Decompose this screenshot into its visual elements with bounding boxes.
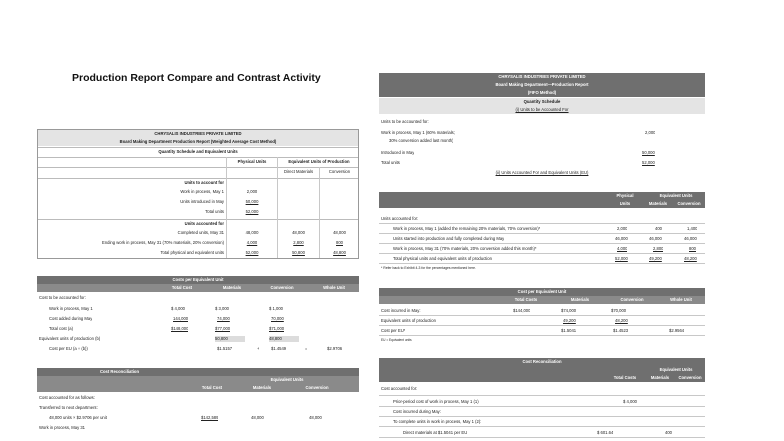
right-row-label: Introduced in May [381, 150, 415, 156]
left-cost-conv: $71,000 [269, 326, 285, 332]
left-row-label: Total physical and equivalent units [160, 250, 224, 256]
left-row-dm: 48,000 [292, 230, 305, 236]
right-cost-label: Cost per EU* [381, 328, 406, 334]
left-cost-col: Conversion [270, 285, 294, 291]
plus-sign: + [257, 346, 260, 352]
right-row-conv: 800 [689, 246, 696, 252]
right-cost-conv: 48,200 [615, 318, 628, 324]
left-cost-label: Equivalent units of production (b) [39, 336, 101, 342]
right-cost-col: Total Costs [514, 297, 538, 303]
left-recon-col: Conversion [305, 385, 329, 391]
right-company: CHRYSALIS INDUSTRIES PRIVATE LIMITED [498, 74, 586, 80]
left-row-phys: 52,000 [245, 250, 259, 256]
right-units-to-account: Units to be accounted for: [381, 119, 429, 125]
right-row-label: Work in process, May 31 (70% materials, 20% conversion added this month)* [393, 246, 537, 252]
right-section-sub: (i) Units to be Accounted For [515, 107, 569, 113]
right-eu-note: EU = Equivalent units [381, 338, 412, 342]
left-section: Quantity Schedule and Equivalent Units [158, 148, 238, 154]
right-row-conv: 46,000 [684, 236, 697, 242]
left-recon-conv: 48,000 [309, 415, 322, 421]
right-section: Quantity Schedule [523, 99, 561, 105]
right-col-mat: Materials [648, 201, 668, 207]
right-recon-col: Total Costs [613, 375, 637, 381]
right-recon-label: To complete units in work in process, May 1 (2): [393, 419, 482, 425]
left-col-dm: Direct Materials [283, 168, 314, 174]
right-row-value: 52,000 [642, 160, 655, 166]
right-row-label: Work in process, May 1 (added the remaining 20% materials, 70% conversion)* [393, 226, 541, 232]
left-units-to-account: Units to account for [184, 179, 224, 185]
right-col-equiv: Equivalent Units [659, 193, 693, 199]
left-cost-total: 144,000 [173, 316, 189, 322]
right-units-accounted [379, 192, 705, 274]
left-recon-header: Cost Reconciliation [99, 369, 140, 375]
right-col-physical: Physical [616, 193, 634, 199]
left-cost-mat: 74,000 [217, 316, 230, 322]
right-cost-col: Materials [570, 297, 590, 303]
right-cost-conv: $1.4523 [613, 328, 629, 334]
left-units-accounted: Units accounted for [184, 220, 224, 226]
left-cost-conv: $1.4549 [271, 346, 287, 352]
right-row-label: Work in process, May 1 (60% materials; [381, 130, 455, 136]
left-cost-mat: $1.5157 [217, 346, 233, 352]
right-row-label: 30% conversion added last month) [389, 138, 454, 144]
left-cost-col: Whole Unit [323, 285, 345, 291]
right-cost-reconciliation [379, 358, 705, 441]
right-cost-mat: $74,000 [561, 308, 577, 314]
left-recon-label: Cost accounted for as follows: [39, 395, 95, 401]
left-quantity-schedule [37, 129, 359, 259]
right-col-conv: Conversion [677, 201, 701, 207]
right-recon-total: $ 4,000 [623, 399, 637, 405]
left-row-conv: 800 [336, 240, 343, 246]
right-row-conv: 48,200 [684, 256, 697, 262]
left-col-conv: Conversion [328, 168, 351, 174]
right-row-mat: 2,800 [653, 246, 664, 252]
right-cost-col: Whole Unit [670, 297, 692, 303]
right-row-phys: 4,000 [617, 246, 628, 252]
left-cost-total: $ 4,000 [171, 306, 185, 312]
right-recon-header: Cost Reconciliation [522, 359, 562, 365]
right-row-label: Total units [381, 160, 400, 166]
left-cost-label: Cost added during May [49, 316, 93, 322]
left-row-conv: 48,800 [333, 250, 346, 256]
left-row-phys: 2,000 [246, 189, 258, 195]
right-row-phys: 52,000 [615, 256, 628, 262]
right-cost-label: Cost incurred in May: [381, 308, 421, 314]
right-units-accounted-label: Units accounted for: [381, 216, 419, 222]
left-recon-total: $142,589 [201, 415, 219, 421]
left-cost-header: Costs per Equivalent Unit [172, 277, 224, 283]
left-cost-total: $148,000 [171, 326, 189, 332]
left-cost-label: Cost per EU (a ÷ (b)) [49, 346, 88, 352]
left-cost-conv: 70,000 [271, 316, 284, 322]
left-costs-per-eu [37, 276, 359, 356]
left-recon-col: Materials [252, 385, 272, 391]
right-recon-label: Prior-period cost of work in process, May 1 (1) [393, 399, 479, 405]
left-col-equiv: Equivalent Units of Production [288, 158, 350, 164]
right-row-conv: 1,400 [687, 226, 698, 232]
right-recon-mat: 400 [665, 430, 672, 436]
right-row-phys: 46,000 [615, 236, 628, 242]
left-cost-conv: $ 1,000 [269, 306, 283, 312]
left-cost-label: Total cost (a) [49, 326, 73, 332]
right-recon-col: Materials [650, 375, 670, 381]
left-row-label: Ending work in process, May 31 (70% materials, 20% conversion) [102, 240, 224, 246]
left-cost-conv: 48,800 [269, 336, 299, 341]
left-company: CHRYSALIS INDUSTRIES PRIVATE LIMITED [154, 131, 242, 137]
left-recon-label: Work in process, May 31 [39, 425, 86, 431]
right-cost-mat: $1.5041 [561, 328, 577, 334]
left-col-physical: Physical Units [237, 158, 267, 164]
right-cost-label: Equivalent units of production [381, 318, 436, 324]
equals-sign: = [305, 346, 308, 352]
left-recon-mat: 48,000 [251, 415, 264, 421]
right-row-mat: 46,000 [649, 236, 662, 242]
left-row-label: Units introduced in May [180, 199, 224, 205]
left-row-phys: 52,000 [245, 209, 259, 215]
right-cost-col: Conversion [620, 297, 644, 303]
left-row-label: Completed units, May 31 [177, 230, 224, 236]
left-cost-mat: 50,800 [215, 336, 245, 341]
right-subtitle: Board Making Department—Production Report [495, 82, 589, 88]
right-recon-equiv: Equivalent Units [659, 367, 693, 373]
left-subtitle: Board Making Department Production Report (Weighted Average Cost Method) [119, 139, 277, 145]
right-row-mat: 49,200 [649, 256, 662, 262]
right-col-units: Units [619, 201, 631, 207]
right-row-value: 50,000 [642, 150, 655, 156]
left-cost-col: Materials [222, 285, 242, 291]
left-cost-label: Cost to be accounted for: [39, 295, 86, 301]
left-recon-label: 48,000 units × $2.9706 per unit [49, 415, 107, 421]
left-cost-col: Total Cost [171, 285, 193, 291]
right-recon-label: Cost accounted for: [381, 386, 418, 392]
left-recon-equiv: Equivalent Units [270, 377, 304, 383]
right-method: (FIFO Method) [527, 90, 557, 96]
left-row-label: Total units [205, 209, 224, 215]
left-cost-mat: $ 3,000 [215, 306, 229, 312]
right-section2: (ii) Units Accounted For and Equivalent Units (EU) [495, 170, 589, 176]
left-row-conv: 48,000 [333, 230, 346, 236]
left-recon-label: Transferred to next department: [39, 405, 98, 411]
right-recon-label: Cost incurred during May: [393, 409, 441, 415]
left-row-phys: 50,000 [245, 199, 259, 205]
right-note: * Refer back to Exhibit 4-3 for the percentages mentioned here. [381, 266, 476, 271]
left-cost-mat: $77,000 [215, 326, 231, 332]
right-row-label: Units started into production and fully completed during May [393, 236, 505, 242]
left-row-dm: 50,800 [292, 250, 305, 256]
right-cost-conv: $70,000 [611, 308, 627, 314]
right-cost-mat: 49,200 [563, 318, 576, 324]
left-cost-reconciliation [37, 368, 359, 441]
right-row-mat: 400 [655, 226, 662, 232]
right-recon-total: $ 601.64 [597, 430, 614, 436]
left-row-phys: 48,000 [245, 230, 259, 236]
page-title: Production Report Compare and Contrast Activity [72, 72, 321, 84]
right-cost-header: Cost per Equivalent Unit [517, 289, 567, 295]
right-row-value: 2,000 [645, 130, 656, 136]
right-row-label: Total physical units and equivalent units of production [393, 256, 492, 262]
right-cost-total: $144,000 [513, 308, 531, 314]
right-recon-label: Direct materials at $1.5041 per EU [403, 430, 468, 436]
left-row-dm: 2,800 [293, 240, 304, 246]
left-cost-whole: $2.9706 [327, 346, 343, 352]
right-cost-whole: $2.9564 [669, 328, 685, 334]
right-recon-col: Conversion [678, 375, 702, 381]
left-row-phys: 4,000 [246, 240, 258, 246]
left-recon-col: Total Cost [201, 385, 223, 391]
left-row-label: Work in process, May 1 [180, 189, 224, 195]
right-quantity-schedule [379, 73, 705, 185]
right-row-phys: 2,000 [617, 226, 628, 232]
right-cost-per-eu [379, 288, 705, 344]
left-cost-label: Work in process, May 1 [49, 306, 93, 312]
